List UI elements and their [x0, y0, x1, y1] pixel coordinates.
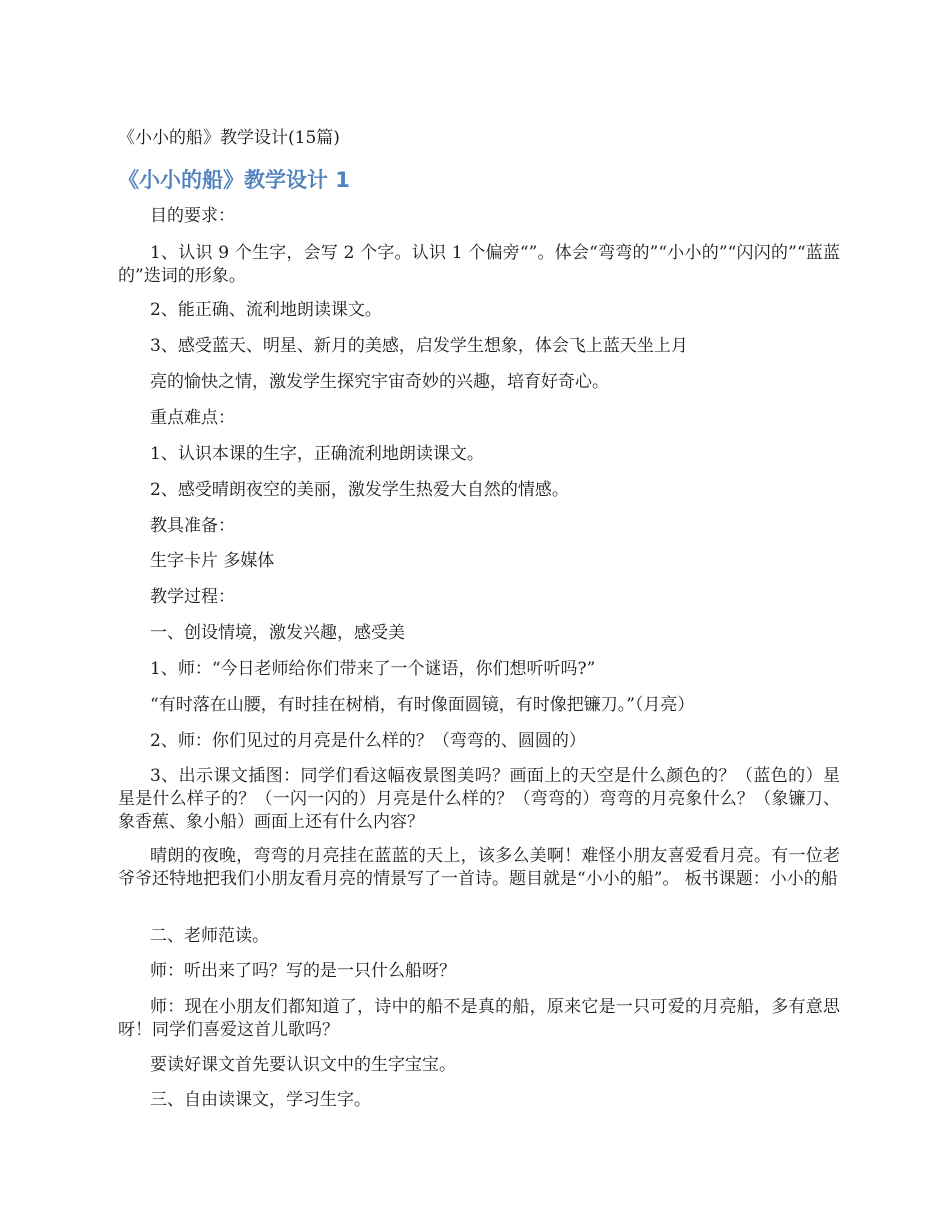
paragraph: 教学过程： — [150, 587, 235, 607]
document-title: 《小小的船》教学设计(15篇) — [118, 128, 340, 148]
paragraph: 一、创设情境，激发兴趣，感受美 — [150, 623, 405, 643]
paragraph: 师：听出来了吗？写的是一只什么船呀？ — [150, 961, 456, 981]
paragraph: 目的要求： — [150, 206, 235, 226]
paragraph: 二、老师范读。 — [150, 926, 269, 946]
paragraph: 生字卡片 多媒体 — [150, 551, 275, 571]
paragraph: “有时落在山腰，有时挂在树梢，有时像面圆镜，有时像把镰刀。”（月亮） — [150, 695, 695, 715]
paragraph: 重点难点： — [150, 408, 235, 428]
paragraph: 亮的愉快之情，激发学生探究宇宙奇妙的兴趣，培育好奇心。 — [150, 372, 609, 392]
paragraph: 2、感受晴朗夜空的美丽，激发学生热爱大自然的情感。 — [150, 480, 569, 500]
paragraph: 1、认识 9 个生字，会写 2 个字。认识 1 个偏旁“”。体会“弯弯的”“小小的”“闪闪的”“蓝蓝的”迭词的形象。 — [118, 243, 840, 286]
paragraph: 要读好课文首先要认识文中的生字宝宝。 — [150, 1055, 456, 1075]
paragraph: 三、自由读课文，学习生字。 — [150, 1090, 371, 1110]
section-heading: 《小小的船》教学设计 1 — [118, 168, 350, 192]
paragraph: 教具准备： — [150, 516, 235, 536]
paragraph: 3、出示课文插图：同学们看这幅夜景图美吗？画面上的天空是什么颜色的？（蓝色的）星星是什么样子的？（一闪一闪的）月亮是什么样的？（弯弯的）弯弯的月亮象什么？（象镰刀、象香蕉、象小船）画面上还有什么内容？ — [118, 766, 840, 832]
paragraph: 晴朗的夜晚，弯弯的月亮挂在蓝蓝的天上，该多么美啊！难怪小朋友喜爱看月亮。有一位老爷爷还特地把我们小朋友看月亮的情景写了一首诗。题目就是“小小的船”。 板书课题：小小的船 — [118, 846, 840, 889]
paragraph: 2、师：你们见过的月亮是什么样的？（弯弯的、圆圆的） — [150, 731, 586, 751]
paragraph: 3、感受蓝天、明星、新月的美感，启发学生想象，体会飞上蓝天坐上月 — [150, 336, 688, 356]
paragraph: 师：现在小朋友们都知道了，诗中的船不是真的船，原来它是一只可爱的月亮船，多有意思呀！同学们喜爱这首儿歌吗？ — [118, 997, 840, 1040]
paragraph: 1、认识本课的生字，正确流利地朗读课文。 — [150, 444, 484, 464]
paragraph: 2、能正确、流利地朗读课文。 — [150, 300, 382, 320]
paragraph: 1、师：“今日老师给你们带来了一个谜语，你们想听听吗?” — [150, 659, 596, 679]
